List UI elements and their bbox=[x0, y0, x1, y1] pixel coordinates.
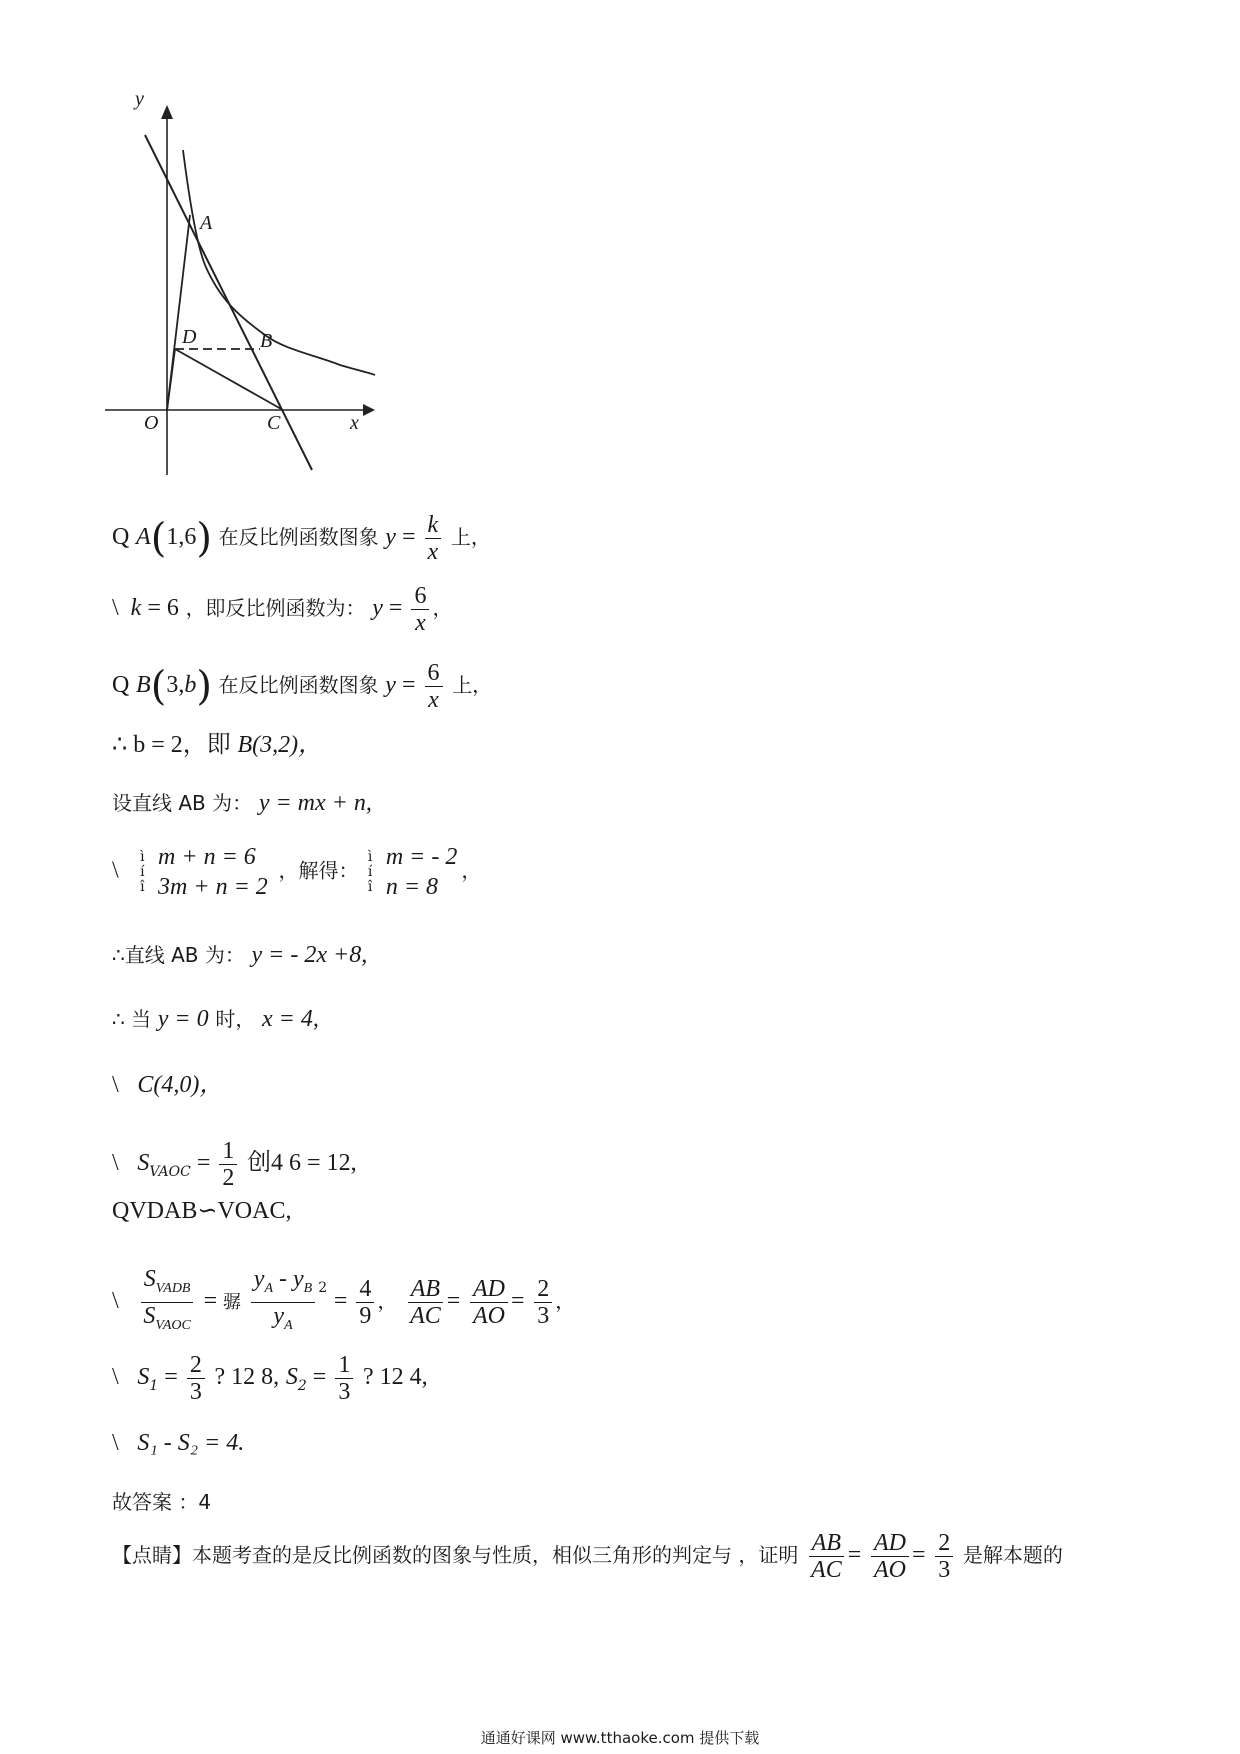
solution-line-3: Q B(3,b) 在反比例函数图象 y = $\frac{6}{x}$ 上， bbox=[112, 660, 493, 713]
answer-line: 故答案 ：4 bbox=[112, 1490, 212, 1514]
left-brace-icon-2: ì í î bbox=[367, 848, 373, 895]
point-o-label: O bbox=[144, 412, 159, 434]
axis-x-label: x bbox=[350, 412, 359, 434]
solution-line-4: ∴ b = 2，即 B(3,2)， bbox=[112, 732, 323, 758]
y-axis-arrow-icon bbox=[161, 105, 173, 119]
solution-line-5: 设直线 AB 为： y = mx + n, bbox=[112, 790, 372, 816]
point-b-label: B bbox=[260, 330, 273, 352]
axis-y-label: y bbox=[135, 88, 144, 110]
solution-line-14: \ S₁ - S₂ = 4. bbox=[112, 1430, 245, 1456]
comment-line: 【点睛】本题考查的是反比例函数的图象与性质，相似三角形的判定与 ，证明 $\frac{AB}{AC}$ = $\frac{AD}{AO}$ = $\frac{2}{3}$ 是解本题的 bbox=[112, 1530, 1063, 1583]
solution-line-9: \ C(4,0)， bbox=[112, 1072, 224, 1098]
point-d-label: D bbox=[182, 326, 197, 348]
point-c-label: C bbox=[267, 412, 281, 434]
solution-line-10: \ $S_{VAOC}$ = $\frac{1}{2}$ 创4 6 = 12, bbox=[112, 1138, 357, 1191]
solution-line-1: Q A(1,6) 在反比例函数图象 y = $\frac{k}{x}$ 上， bbox=[112, 512, 491, 565]
solution-line-7: ∴直线 AB 为： y = - 2x +8, bbox=[112, 942, 368, 968]
solution-line-12: \ $\frac{S_{VADB}}{S_{VAOC}}$ = 骣 $\frac{y_A - y_B}{y_A}$ $^2$ = $\frac{4}{9}$ ， $\frac{AB}{AC}$ = $\frac{AD}{AO}$ = $\frac{2}{3}$ ， bbox=[112, 1266, 576, 1333]
point-a-label: A bbox=[200, 212, 213, 234]
hyperbola-curve bbox=[183, 150, 375, 375]
solution-line-8: ∴ 当 y = 0 时， x = 4, bbox=[112, 1006, 319, 1032]
solution-line-6: \ ì í î m + n = 6 3m + n = 2 ，解得： ì í î m = - 2 n = 8 ， bbox=[112, 844, 482, 900]
segment-od bbox=[167, 349, 175, 410]
solution-line-13: \ $S_1$ = $\frac{2}{3}$ ? 12 8, $S_2$ = $\frac{1}{3}$ ? 12 4, bbox=[112, 1352, 428, 1405]
solution-line-2: \ k = 6 ，即反比例函数为： y = $\frac{6}{x}$ ， bbox=[112, 583, 453, 636]
page-footer: 通通好课网 www.tthaoke.com 提供下载 bbox=[480, 1729, 760, 1747]
solution-line-11: QVDAB∽VOAC, bbox=[112, 1198, 292, 1224]
left-brace-icon: ì í î bbox=[140, 848, 145, 895]
x-axis-arrow-icon bbox=[363, 404, 375, 416]
